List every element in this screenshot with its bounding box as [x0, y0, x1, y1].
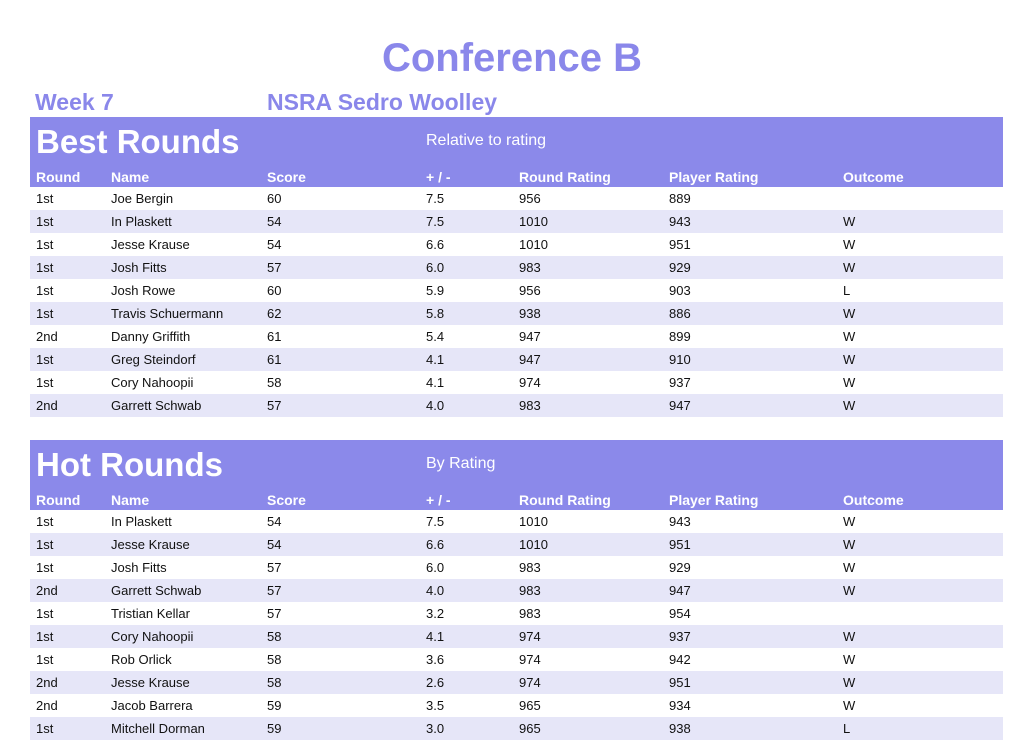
- round-rating-cell: 974: [519, 652, 541, 667]
- score-cell: 54: [267, 514, 282, 529]
- outcome-cell: W: [843, 214, 856, 229]
- plus-minus-cell: 7.5: [426, 214, 445, 229]
- table-row: [30, 717, 1003, 740]
- round-cell: 1st: [36, 652, 54, 667]
- score-cell: 58: [267, 675, 282, 690]
- table-row: [30, 371, 1003, 394]
- round-rating-cell: 974: [519, 675, 541, 690]
- section-title: Best Rounds: [36, 123, 240, 160]
- section-title: Hot Rounds: [36, 446, 223, 483]
- round-cell: 1st: [36, 191, 54, 206]
- table-row: [30, 625, 1003, 648]
- outcome-cell: W: [843, 260, 856, 275]
- column-header-score: Score: [267, 492, 306, 508]
- column-headers: [30, 490, 1003, 510]
- round-rating-cell: 1010: [519, 537, 548, 552]
- section-header: [30, 440, 1003, 510]
- outcome-cell: W: [843, 306, 856, 321]
- plus-minus-cell: 3.6: [426, 652, 445, 667]
- player-rating-cell: 937: [669, 375, 691, 390]
- name-cell: Joe Bergin: [111, 191, 174, 206]
- table-row: [30, 233, 1003, 256]
- outcome-cell: W: [843, 514, 856, 529]
- column-header-round-rating: Round Rating: [519, 169, 611, 185]
- table-row: [30, 210, 1003, 233]
- round-cell: 2nd: [36, 398, 58, 413]
- round-cell: 1st: [36, 283, 54, 298]
- round-cell: 2nd: [36, 583, 58, 598]
- round-rating-cell: 956: [519, 191, 541, 206]
- score-cell: 62: [267, 306, 282, 321]
- column-header-name: Name: [111, 492, 150, 508]
- score-cell: 59: [267, 721, 282, 736]
- name-cell: Tristian Kellar: [111, 606, 190, 621]
- round-rating-cell: 1010: [519, 514, 548, 529]
- round-cell: 1st: [36, 237, 54, 252]
- page-title: Conference B: [381, 36, 643, 80]
- round-rating-cell: 965: [519, 698, 541, 713]
- outcome-cell: W: [843, 352, 856, 367]
- player-rating-cell: 947: [669, 583, 691, 598]
- section-note: Relative to rating: [426, 132, 547, 149]
- plus-minus-cell: 4.0: [426, 583, 445, 598]
- column-header-outcome: Outcome: [843, 492, 904, 508]
- plus-minus-cell: 5.9: [426, 283, 445, 298]
- round-cell: 1st: [36, 606, 54, 621]
- outcome-cell: W: [843, 560, 856, 575]
- round-rating-cell: 947: [519, 352, 541, 367]
- plus-minus-cell: 6.0: [426, 560, 445, 575]
- table-row: [30, 510, 1003, 533]
- round-cell: 2nd: [36, 675, 58, 690]
- column-header-player-rating: Player Rating: [669, 492, 759, 508]
- plus-minus-cell: 3.5: [426, 698, 445, 713]
- column-header-round-rating: Round Rating: [519, 492, 611, 508]
- outcome-cell: W: [843, 537, 856, 552]
- round-rating-cell: 938: [519, 306, 541, 321]
- table-row: [30, 556, 1003, 579]
- round-cell: 1st: [36, 721, 54, 736]
- player-rating-cell: 954: [669, 606, 691, 621]
- name-cell: Cory Nahoopii: [111, 629, 194, 644]
- outcome-cell: W: [843, 698, 856, 713]
- player-rating-cell: 886: [669, 306, 691, 321]
- player-rating-cell: 934: [669, 698, 691, 713]
- round-cell: 2nd: [36, 329, 58, 344]
- plus-minus-cell: 6.6: [426, 237, 445, 252]
- name-cell: Cory Nahoopii: [111, 375, 194, 390]
- player-rating-cell: 938: [669, 721, 691, 736]
- round-cell: 1st: [36, 514, 54, 529]
- score-cell: 61: [267, 352, 282, 367]
- name-cell: Garrett Schwab: [111, 583, 202, 598]
- venue-label: NSRA Sedro Woolley: [267, 89, 498, 115]
- week-label: Week 7: [35, 89, 114, 115]
- outcome-cell: W: [843, 629, 856, 644]
- table-row: [30, 648, 1003, 671]
- plus-minus-cell: 3.0: [426, 721, 445, 736]
- plus-minus-cell: 4.1: [426, 629, 445, 644]
- round-rating-cell: 974: [519, 629, 541, 644]
- round-rating-cell: 956: [519, 283, 541, 298]
- column-header-outcome: Outcome: [843, 169, 904, 185]
- round-cell: 1st: [36, 375, 54, 390]
- outcome-cell: W: [843, 329, 856, 344]
- table-row: [30, 533, 1003, 556]
- round-rating-cell: 983: [519, 260, 541, 275]
- column-header-name: Name: [111, 169, 150, 185]
- round-cell: 1st: [36, 214, 54, 229]
- plus-minus-cell: 2.6: [426, 675, 445, 690]
- player-rating-cell: 943: [669, 514, 691, 529]
- score-cell: 57: [267, 606, 282, 621]
- plus-minus-cell: 4.1: [426, 352, 445, 367]
- player-rating-cell: 942: [669, 652, 691, 667]
- table-row: [30, 394, 1003, 417]
- outcome-cell: W: [843, 583, 856, 598]
- name-cell: Jesse Krause: [111, 237, 190, 252]
- round-rating-cell: 1010: [519, 214, 548, 229]
- round-cell: 1st: [36, 560, 54, 575]
- best-rounds-section: [30, 117, 1003, 417]
- table-row: [30, 325, 1003, 348]
- name-cell: Josh Rowe: [111, 283, 176, 298]
- table-body: [30, 187, 1003, 417]
- outcome-cell: W: [843, 398, 856, 413]
- player-rating-cell: 943: [669, 214, 691, 229]
- outcome-cell: W: [843, 675, 856, 690]
- player-rating-cell: 937: [669, 629, 691, 644]
- score-cell: 54: [267, 537, 282, 552]
- score-cell: 58: [267, 375, 282, 390]
- score-cell: 57: [267, 260, 282, 275]
- player-rating-cell: 929: [669, 260, 691, 275]
- round-rating-cell: 1010: [519, 237, 548, 252]
- table-row: [30, 256, 1003, 279]
- plus-minus-cell: 6.6: [426, 537, 445, 552]
- name-cell: In Plaskett: [111, 514, 172, 529]
- score-cell: 59: [267, 698, 282, 713]
- column-header-plus-minus: + / -: [426, 492, 451, 508]
- round-rating-cell: 947: [519, 329, 541, 344]
- plus-minus-cell: 4.0: [426, 398, 445, 413]
- round-cell: 1st: [36, 629, 54, 644]
- column-header-score: Score: [267, 169, 306, 185]
- round-rating-cell: 983: [519, 606, 541, 621]
- player-rating-cell: 889: [669, 191, 691, 206]
- section-header: [30, 117, 1003, 187]
- name-cell: Jesse Krause: [111, 537, 190, 552]
- player-rating-cell: 951: [669, 537, 691, 552]
- score-cell: 57: [267, 398, 282, 413]
- round-rating-cell: 983: [519, 398, 541, 413]
- name-cell: Travis Schuermann: [111, 306, 224, 321]
- round-rating-cell: 983: [519, 560, 541, 575]
- name-cell: Danny Griffith: [111, 329, 191, 344]
- score-cell: 61: [267, 329, 282, 344]
- plus-minus-cell: 7.5: [426, 514, 445, 529]
- column-header-player-rating: Player Rating: [669, 169, 759, 185]
- column-headers: [30, 167, 1003, 187]
- score-cell: 58: [267, 652, 282, 667]
- name-cell: Josh Fitts: [111, 260, 167, 275]
- score-cell: 57: [267, 560, 282, 575]
- column-header-plus-minus: + / -: [426, 169, 451, 185]
- outcome-cell: W: [843, 375, 856, 390]
- name-cell: Garrett Schwab: [111, 398, 202, 413]
- table-body: [30, 510, 1003, 740]
- score-cell: 60: [267, 191, 282, 206]
- table-row: [30, 694, 1003, 717]
- round-cell: 2nd: [36, 698, 58, 713]
- player-rating-cell: 951: [669, 237, 691, 252]
- table-row: [30, 279, 1003, 302]
- round-cell: 1st: [36, 352, 54, 367]
- score-cell: 58: [267, 629, 282, 644]
- plus-minus-cell: 5.8: [426, 306, 445, 321]
- table-row: [30, 302, 1003, 325]
- round-cell: 1st: [36, 260, 54, 275]
- plus-minus-cell: 3.2: [426, 606, 445, 621]
- table-row: [30, 602, 1003, 625]
- outcome-cell: W: [843, 652, 856, 667]
- score-cell: 54: [267, 214, 282, 229]
- section-note: By Rating: [426, 455, 496, 472]
- score-cell: 60: [267, 283, 282, 298]
- table-row: [30, 671, 1003, 694]
- round-cell: 1st: [36, 537, 54, 552]
- name-cell: Josh Fitts: [111, 560, 167, 575]
- name-cell: Rob Orlick: [111, 652, 172, 667]
- player-rating-cell: 903: [669, 283, 691, 298]
- outcome-cell: L: [843, 721, 851, 736]
- plus-minus-cell: 7.5: [426, 191, 445, 206]
- player-rating-cell: 910: [669, 352, 691, 367]
- score-cell: 54: [267, 237, 282, 252]
- plus-minus-cell: 6.0: [426, 260, 445, 275]
- table-row: [30, 348, 1003, 371]
- column-header-round: Round: [36, 492, 81, 508]
- hot-rounds-section: [30, 440, 1003, 740]
- player-rating-cell: 929: [669, 560, 691, 575]
- name-cell: Greg Steindorf: [111, 352, 196, 367]
- round-cell: 1st: [36, 306, 54, 321]
- column-header-round: Round: [36, 169, 81, 185]
- score-cell: 57: [267, 583, 282, 598]
- player-rating-cell: 947: [669, 398, 691, 413]
- table-row: [30, 187, 1003, 210]
- name-cell: Jesse Krause: [111, 675, 190, 690]
- round-rating-cell: 983: [519, 583, 541, 598]
- round-rating-cell: 965: [519, 721, 541, 736]
- outcome-cell: W: [843, 237, 856, 252]
- player-rating-cell: 951: [669, 675, 691, 690]
- table-row: [30, 579, 1003, 602]
- outcome-cell: L: [843, 283, 851, 298]
- name-cell: Mitchell Dorman: [111, 721, 205, 736]
- name-cell: Jacob Barrera: [111, 698, 193, 713]
- player-rating-cell: 899: [669, 329, 691, 344]
- round-rating-cell: 974: [519, 375, 541, 390]
- plus-minus-cell: 4.1: [426, 375, 445, 390]
- plus-minus-cell: 5.4: [426, 329, 445, 344]
- name-cell: In Plaskett: [111, 214, 172, 229]
